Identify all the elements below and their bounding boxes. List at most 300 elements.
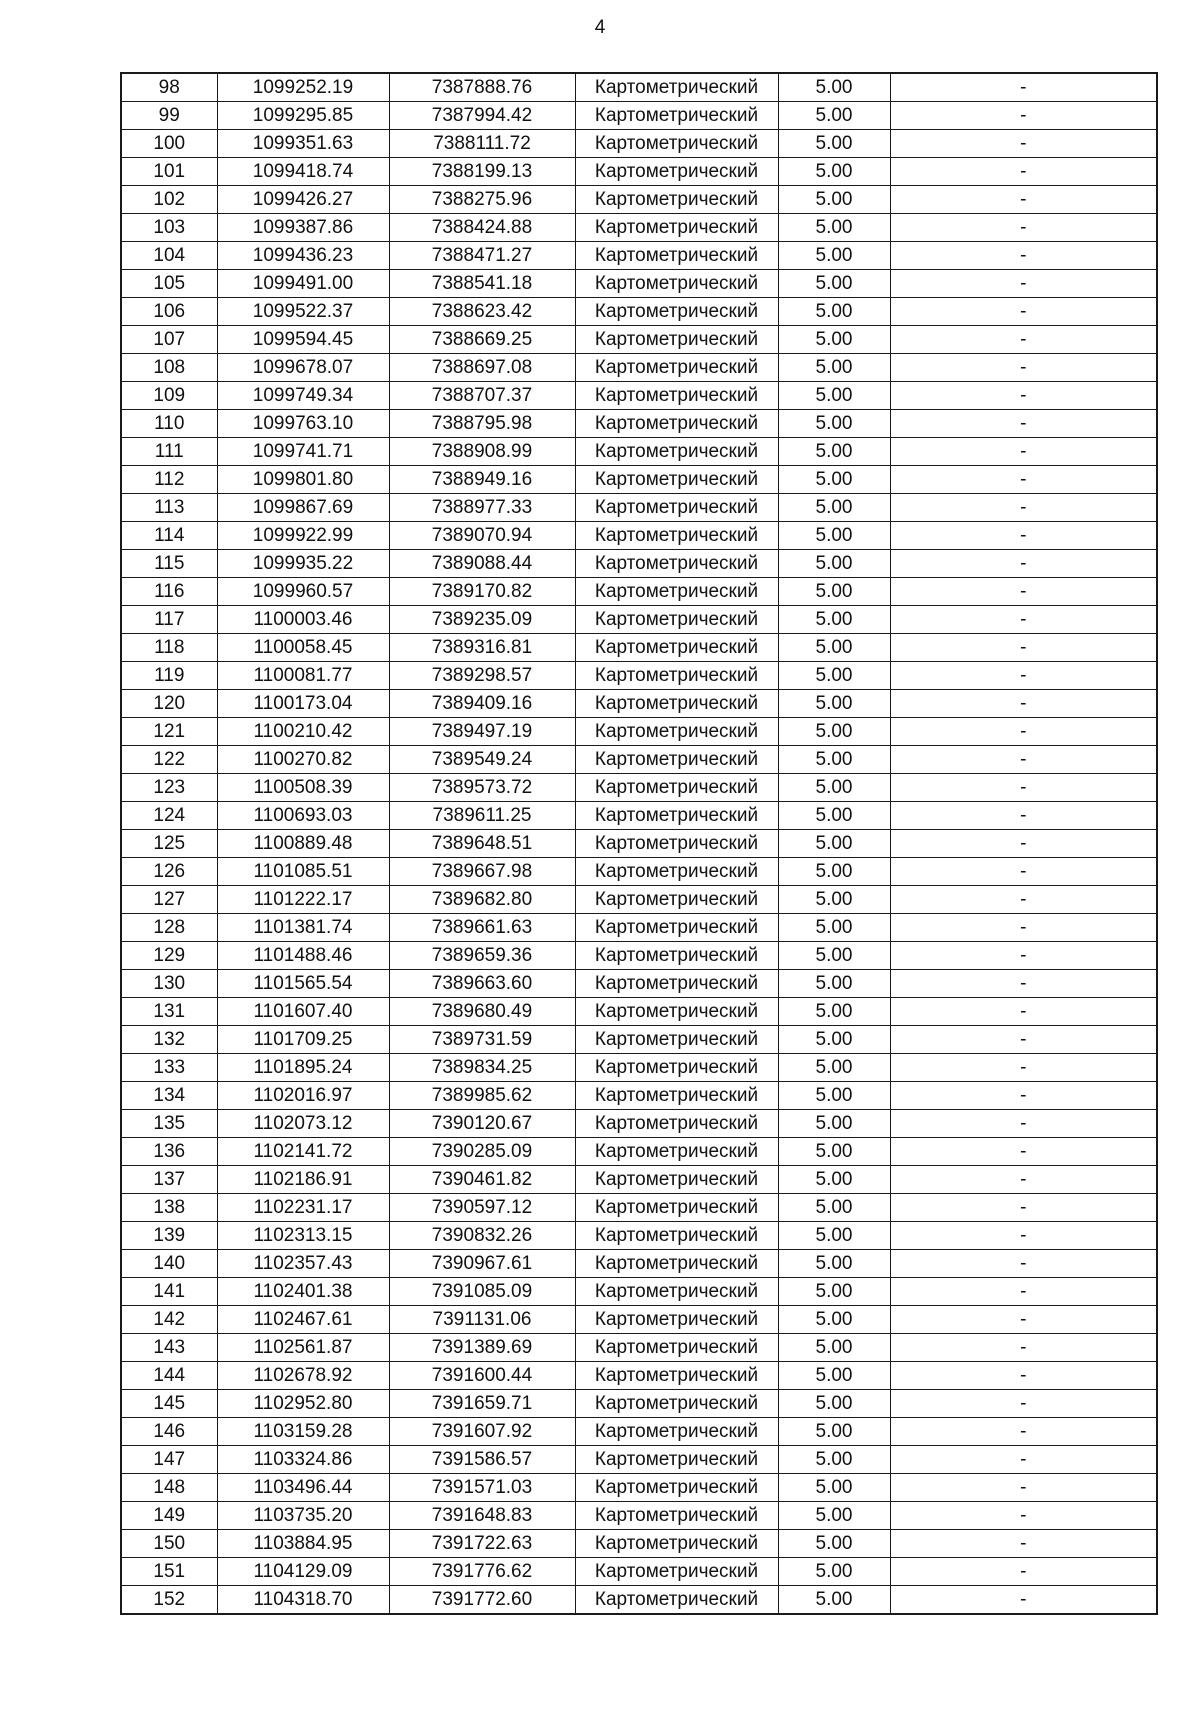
method-cell: Картометрический <box>575 438 778 466</box>
note-cell: - <box>890 214 1157 242</box>
note-cell: - <box>890 970 1157 998</box>
table-row <box>121 718 1157 746</box>
accuracy-cell: 5.00 <box>778 1502 890 1530</box>
point-number-cell: 120 <box>121 690 217 718</box>
y-coordinate-cell: 7389170.82 <box>389 578 575 606</box>
table-row <box>121 578 1157 606</box>
table-row <box>121 802 1157 830</box>
accuracy-cell: 5.00 <box>778 550 890 578</box>
x-coordinate-cell: 1100058.45 <box>217 634 389 662</box>
y-coordinate-cell: 7390832.26 <box>389 1222 575 1250</box>
accuracy-cell: 5.00 <box>778 1082 890 1110</box>
y-coordinate-cell: 7389659.36 <box>389 942 575 970</box>
x-coordinate-cell: 1099763.10 <box>217 410 389 438</box>
y-coordinate-cell: 7388275.96 <box>389 186 575 214</box>
x-coordinate-cell: 1101895.24 <box>217 1054 389 1082</box>
point-number-cell: 124 <box>121 802 217 830</box>
method-cell: Картометрический <box>575 326 778 354</box>
x-coordinate-cell: 1099749.34 <box>217 382 389 410</box>
y-coordinate-cell: 7388541.18 <box>389 270 575 298</box>
x-coordinate-cell: 1102467.61 <box>217 1306 389 1334</box>
y-coordinate-cell: 7388977.33 <box>389 494 575 522</box>
point-number-cell: 123 <box>121 774 217 802</box>
y-coordinate-cell: 7389573.72 <box>389 774 575 802</box>
x-coordinate-cell: 1100003.46 <box>217 606 389 634</box>
y-coordinate-cell: 7389316.81 <box>389 634 575 662</box>
point-number-cell: 141 <box>121 1278 217 1306</box>
accuracy-cell: 5.00 <box>778 102 890 130</box>
accuracy-cell: 5.00 <box>778 1222 890 1250</box>
method-cell: Картометрический <box>575 1362 778 1390</box>
method-cell: Картометрический <box>575 494 778 522</box>
x-coordinate-cell: 1099351.63 <box>217 130 389 158</box>
table-row <box>121 1026 1157 1054</box>
accuracy-cell: 5.00 <box>778 242 890 270</box>
accuracy-cell: 5.00 <box>778 1138 890 1166</box>
accuracy-cell: 5.00 <box>778 914 890 942</box>
table-row <box>121 774 1157 802</box>
table-row <box>121 1222 1157 1250</box>
note-cell: - <box>890 1110 1157 1138</box>
point-number-cell: 150 <box>121 1530 217 1558</box>
note-cell: - <box>890 802 1157 830</box>
table-row <box>121 1390 1157 1418</box>
note-cell: - <box>890 158 1157 186</box>
table-row <box>121 242 1157 270</box>
accuracy-cell: 5.00 <box>778 1586 890 1615</box>
y-coordinate-cell: 7388623.42 <box>389 298 575 326</box>
table-row <box>121 858 1157 886</box>
method-cell: Картометрический <box>575 214 778 242</box>
y-coordinate-cell: 7389088.44 <box>389 550 575 578</box>
x-coordinate-cell: 1102073.12 <box>217 1110 389 1138</box>
note-cell: - <box>890 1222 1157 1250</box>
y-coordinate-cell: 7391776.62 <box>389 1558 575 1586</box>
y-coordinate-cell: 7389680.49 <box>389 998 575 1026</box>
method-cell: Картометрический <box>575 1138 778 1166</box>
point-number-cell: 128 <box>121 914 217 942</box>
method-cell: Картометрический <box>575 73 778 102</box>
accuracy-cell: 5.00 <box>778 718 890 746</box>
note-cell: - <box>890 690 1157 718</box>
table-row <box>121 1194 1157 1222</box>
x-coordinate-cell: 1099295.85 <box>217 102 389 130</box>
x-coordinate-cell: 1102357.43 <box>217 1250 389 1278</box>
note-cell: - <box>890 438 1157 466</box>
note-cell: - <box>890 186 1157 214</box>
table-row <box>121 942 1157 970</box>
method-cell: Картометрический <box>575 354 778 382</box>
table-row <box>121 550 1157 578</box>
accuracy-cell: 5.00 <box>778 1474 890 1502</box>
accuracy-cell: 5.00 <box>778 1278 890 1306</box>
accuracy-cell: 5.00 <box>778 606 890 634</box>
x-coordinate-cell: 1103496.44 <box>217 1474 389 1502</box>
point-number-cell: 116 <box>121 578 217 606</box>
x-coordinate-cell: 1102186.91 <box>217 1166 389 1194</box>
y-coordinate-cell: 7390461.82 <box>389 1166 575 1194</box>
note-cell: - <box>890 1390 1157 1418</box>
method-cell: Картометрический <box>575 1222 778 1250</box>
table-row <box>121 1530 1157 1558</box>
method-cell: Картометрический <box>575 270 778 298</box>
x-coordinate-cell: 1099741.71 <box>217 438 389 466</box>
accuracy-cell: 5.00 <box>778 690 890 718</box>
table-row <box>121 1166 1157 1194</box>
method-cell: Картометрический <box>575 1194 778 1222</box>
method-cell: Картометрический <box>575 466 778 494</box>
point-number-cell: 146 <box>121 1418 217 1446</box>
x-coordinate-cell: 1100081.77 <box>217 662 389 690</box>
point-number-cell: 126 <box>121 858 217 886</box>
x-coordinate-cell: 1099491.00 <box>217 270 389 298</box>
table-row <box>121 186 1157 214</box>
y-coordinate-cell: 7391131.06 <box>389 1306 575 1334</box>
y-coordinate-cell: 7388795.98 <box>389 410 575 438</box>
table-row <box>121 1474 1157 1502</box>
point-number-cell: 127 <box>121 886 217 914</box>
accuracy-cell: 5.00 <box>778 522 890 550</box>
point-number-cell: 143 <box>121 1334 217 1362</box>
accuracy-cell: 5.00 <box>778 1250 890 1278</box>
accuracy-cell: 5.00 <box>778 1418 890 1446</box>
method-cell: Картометрический <box>575 1334 778 1362</box>
point-number-cell: 103 <box>121 214 217 242</box>
method-cell: Картометрический <box>575 830 778 858</box>
y-coordinate-cell: 7391571.03 <box>389 1474 575 1502</box>
method-cell: Картометрический <box>575 158 778 186</box>
table-row <box>121 522 1157 550</box>
y-coordinate-cell: 7388908.99 <box>389 438 575 466</box>
point-number-cell: 115 <box>121 550 217 578</box>
y-coordinate-cell: 7389667.98 <box>389 858 575 886</box>
note-cell: - <box>890 1418 1157 1446</box>
point-number-cell: 105 <box>121 270 217 298</box>
table-row <box>121 130 1157 158</box>
point-number-cell: 148 <box>121 1474 217 1502</box>
method-cell: Картометрический <box>575 1390 778 1418</box>
method-cell: Картометрический <box>575 1306 778 1334</box>
x-coordinate-cell: 1102231.17 <box>217 1194 389 1222</box>
page-number: 4 <box>594 17 606 38</box>
y-coordinate-cell: 7389648.51 <box>389 830 575 858</box>
y-coordinate-cell: 7389682.80 <box>389 886 575 914</box>
point-number-cell: 131 <box>121 998 217 1026</box>
table-row <box>121 1306 1157 1334</box>
accuracy-cell: 5.00 <box>778 1110 890 1138</box>
note-cell: - <box>890 102 1157 130</box>
accuracy-cell: 5.00 <box>778 1446 890 1474</box>
table-row <box>121 914 1157 942</box>
accuracy-cell: 5.00 <box>778 73 890 102</box>
table-row <box>121 354 1157 382</box>
point-number-cell: 144 <box>121 1362 217 1390</box>
table-row <box>121 1138 1157 1166</box>
accuracy-cell: 5.00 <box>778 410 890 438</box>
note-cell: - <box>890 354 1157 382</box>
note-cell: - <box>890 242 1157 270</box>
point-number-cell: 135 <box>121 1110 217 1138</box>
x-coordinate-cell: 1103735.20 <box>217 1502 389 1530</box>
point-number-cell: 139 <box>121 1222 217 1250</box>
y-coordinate-cell: 7389663.60 <box>389 970 575 998</box>
y-coordinate-cell: 7389070.94 <box>389 522 575 550</box>
point-number-cell: 137 <box>121 1166 217 1194</box>
point-number-cell: 111 <box>121 438 217 466</box>
note-cell: - <box>890 1530 1157 1558</box>
method-cell: Картометрический <box>575 1502 778 1530</box>
note-cell: - <box>890 130 1157 158</box>
accuracy-cell: 5.00 <box>778 1362 890 1390</box>
table-row <box>121 1586 1157 1615</box>
point-number-cell: 145 <box>121 1390 217 1418</box>
accuracy-cell: 5.00 <box>778 942 890 970</box>
accuracy-cell: 5.00 <box>778 830 890 858</box>
x-coordinate-cell: 1099594.45 <box>217 326 389 354</box>
table-row <box>121 886 1157 914</box>
x-coordinate-cell: 1100173.04 <box>217 690 389 718</box>
note-cell: - <box>890 998 1157 1026</box>
x-coordinate-cell: 1099922.99 <box>217 522 389 550</box>
note-cell: - <box>890 298 1157 326</box>
method-cell: Картометрический <box>575 522 778 550</box>
y-coordinate-cell: 7388669.25 <box>389 326 575 354</box>
note-cell: - <box>890 1334 1157 1362</box>
y-coordinate-cell: 7391389.69 <box>389 1334 575 1362</box>
point-number-cell: 104 <box>121 242 217 270</box>
point-number-cell: 114 <box>121 522 217 550</box>
accuracy-cell: 5.00 <box>778 1194 890 1222</box>
note-cell: - <box>890 382 1157 410</box>
method-cell: Картометрический <box>575 858 778 886</box>
note-cell: - <box>890 1194 1157 1222</box>
x-coordinate-cell: 1104318.70 <box>217 1586 389 1615</box>
x-coordinate-cell: 1100210.42 <box>217 718 389 746</box>
table-row <box>121 1362 1157 1390</box>
method-cell: Картометрический <box>575 186 778 214</box>
point-number-cell: 133 <box>121 1054 217 1082</box>
table-row <box>121 298 1157 326</box>
y-coordinate-cell: 7389731.59 <box>389 1026 575 1054</box>
table-body <box>121 73 1157 1614</box>
x-coordinate-cell: 1102016.97 <box>217 1082 389 1110</box>
table-row <box>121 494 1157 522</box>
method-cell: Картометрический <box>575 102 778 130</box>
point-number-cell: 112 <box>121 466 217 494</box>
table-row <box>121 662 1157 690</box>
method-cell: Картометрический <box>575 242 778 270</box>
accuracy-cell: 5.00 <box>778 1334 890 1362</box>
note-cell: - <box>890 1138 1157 1166</box>
table-row <box>121 466 1157 494</box>
note-cell: - <box>890 1082 1157 1110</box>
accuracy-cell: 5.00 <box>778 214 890 242</box>
table-row <box>121 1082 1157 1110</box>
accuracy-cell: 5.00 <box>778 1166 890 1194</box>
y-coordinate-cell: 7389497.19 <box>389 718 575 746</box>
x-coordinate-cell: 1102678.92 <box>217 1362 389 1390</box>
note-cell: - <box>890 1250 1157 1278</box>
x-coordinate-cell: 1101709.25 <box>217 1026 389 1054</box>
point-number-cell: 122 <box>121 746 217 774</box>
note-cell: - <box>890 1278 1157 1306</box>
y-coordinate-cell: 7388949.16 <box>389 466 575 494</box>
table-row <box>121 102 1157 130</box>
table-row <box>121 438 1157 466</box>
note-cell: - <box>890 606 1157 634</box>
x-coordinate-cell: 1099678.07 <box>217 354 389 382</box>
accuracy-cell: 5.00 <box>778 1530 890 1558</box>
y-coordinate-cell: 7391722.63 <box>389 1530 575 1558</box>
y-coordinate-cell: 7389549.24 <box>389 746 575 774</box>
x-coordinate-cell: 1099867.69 <box>217 494 389 522</box>
method-cell: Картометрический <box>575 1082 778 1110</box>
method-cell: Картометрический <box>575 1054 778 1082</box>
y-coordinate-cell: 7391586.57 <box>389 1446 575 1474</box>
accuracy-cell: 5.00 <box>778 354 890 382</box>
note-cell: - <box>890 1586 1157 1615</box>
x-coordinate-cell: 1103884.95 <box>217 1530 389 1558</box>
accuracy-cell: 5.00 <box>778 662 890 690</box>
x-coordinate-cell: 1101488.46 <box>217 942 389 970</box>
point-number-cell: 136 <box>121 1138 217 1166</box>
y-coordinate-cell: 7389985.62 <box>389 1082 575 1110</box>
note-cell: - <box>890 1166 1157 1194</box>
x-coordinate-cell: 1099935.22 <box>217 550 389 578</box>
note-cell: - <box>890 634 1157 662</box>
note-cell: - <box>890 1446 1157 1474</box>
accuracy-cell: 5.00 <box>778 634 890 662</box>
table-row <box>121 830 1157 858</box>
method-cell: Картометрический <box>575 1474 778 1502</box>
method-cell: Картометрический <box>575 886 778 914</box>
point-number-cell: 119 <box>121 662 217 690</box>
x-coordinate-cell: 1100889.48 <box>217 830 389 858</box>
table-row <box>121 1446 1157 1474</box>
y-coordinate-cell: 7388111.72 <box>389 130 575 158</box>
method-cell: Картометрический <box>575 606 778 634</box>
y-coordinate-cell: 7389409.16 <box>389 690 575 718</box>
point-number-cell: 102 <box>121 186 217 214</box>
point-number-cell: 130 <box>121 970 217 998</box>
x-coordinate-cell: 1101381.74 <box>217 914 389 942</box>
y-coordinate-cell: 7391600.44 <box>389 1362 575 1390</box>
point-number-cell: 113 <box>121 494 217 522</box>
method-cell: Картометрический <box>575 1530 778 1558</box>
x-coordinate-cell: 1102141.72 <box>217 1138 389 1166</box>
y-coordinate-cell: 7389834.25 <box>389 1054 575 1082</box>
method-cell: Картометрический <box>575 578 778 606</box>
table-row <box>121 1418 1157 1446</box>
x-coordinate-cell: 1099426.27 <box>217 186 389 214</box>
x-coordinate-cell: 1099522.37 <box>217 298 389 326</box>
table-row <box>121 158 1157 186</box>
method-cell: Картометрический <box>575 1110 778 1138</box>
x-coordinate-cell: 1102952.80 <box>217 1390 389 1418</box>
accuracy-cell: 5.00 <box>778 578 890 606</box>
x-coordinate-cell: 1099960.57 <box>217 578 389 606</box>
note-cell: - <box>890 578 1157 606</box>
accuracy-cell: 5.00 <box>778 186 890 214</box>
point-number-cell: 107 <box>121 326 217 354</box>
note-cell: - <box>890 466 1157 494</box>
x-coordinate-cell: 1104129.09 <box>217 1558 389 1586</box>
accuracy-cell: 5.00 <box>778 858 890 886</box>
method-cell: Картометрический <box>575 550 778 578</box>
y-coordinate-cell: 7388707.37 <box>389 382 575 410</box>
note-cell: - <box>890 858 1157 886</box>
method-cell: Картометрический <box>575 382 778 410</box>
method-cell: Картометрический <box>575 774 778 802</box>
method-cell: Картометрический <box>575 802 778 830</box>
y-coordinate-cell: 7387994.42 <box>389 102 575 130</box>
table-row <box>121 690 1157 718</box>
point-number-cell: 151 <box>121 1558 217 1586</box>
x-coordinate-cell: 1103159.28 <box>217 1418 389 1446</box>
method-cell: Картометрический <box>575 746 778 774</box>
note-cell: - <box>890 1054 1157 1082</box>
note-cell: - <box>890 73 1157 102</box>
accuracy-cell: 5.00 <box>778 158 890 186</box>
note-cell: - <box>890 1502 1157 1530</box>
note-cell: - <box>890 550 1157 578</box>
y-coordinate-cell: 7391607.92 <box>389 1418 575 1446</box>
accuracy-cell: 5.00 <box>778 774 890 802</box>
accuracy-cell: 5.00 <box>778 466 890 494</box>
table-row <box>121 382 1157 410</box>
accuracy-cell: 5.00 <box>778 1054 890 1082</box>
table-row <box>121 326 1157 354</box>
method-cell: Картометрический <box>575 298 778 326</box>
method-cell: Картометрический <box>575 942 778 970</box>
accuracy-cell: 5.00 <box>778 270 890 298</box>
note-cell: - <box>890 662 1157 690</box>
x-coordinate-cell: 1099418.74 <box>217 158 389 186</box>
point-number-cell: 99 <box>121 102 217 130</box>
table-row <box>121 410 1157 438</box>
y-coordinate-cell: 7390597.12 <box>389 1194 575 1222</box>
y-coordinate-cell: 7390967.61 <box>389 1250 575 1278</box>
point-number-cell: 147 <box>121 1446 217 1474</box>
point-number-cell: 132 <box>121 1026 217 1054</box>
method-cell: Картометрический <box>575 1278 778 1306</box>
note-cell: - <box>890 830 1157 858</box>
y-coordinate-cell: 7389661.63 <box>389 914 575 942</box>
y-coordinate-cell: 7387888.76 <box>389 73 575 102</box>
accuracy-cell: 5.00 <box>778 1026 890 1054</box>
x-coordinate-cell: 1100270.82 <box>217 746 389 774</box>
table-row <box>121 634 1157 662</box>
x-coordinate-cell: 1100508.39 <box>217 774 389 802</box>
y-coordinate-cell: 7389298.57 <box>389 662 575 690</box>
accuracy-cell: 5.00 <box>778 970 890 998</box>
accuracy-cell: 5.00 <box>778 438 890 466</box>
point-number-cell: 118 <box>121 634 217 662</box>
x-coordinate-cell: 1101607.40 <box>217 998 389 1026</box>
x-coordinate-cell: 1099387.86 <box>217 214 389 242</box>
method-cell: Картометрический <box>575 1558 778 1586</box>
method-cell: Картометрический <box>575 410 778 438</box>
table-row <box>121 1334 1157 1362</box>
method-cell: Картометрический <box>575 970 778 998</box>
method-cell: Картометрический <box>575 718 778 746</box>
accuracy-cell: 5.00 <box>778 1306 890 1334</box>
point-number-cell: 110 <box>121 410 217 438</box>
point-number-cell: 100 <box>121 130 217 158</box>
x-coordinate-cell: 1101085.51 <box>217 858 389 886</box>
method-cell: Картометрический <box>575 1026 778 1054</box>
method-cell: Картометрический <box>575 1586 778 1615</box>
